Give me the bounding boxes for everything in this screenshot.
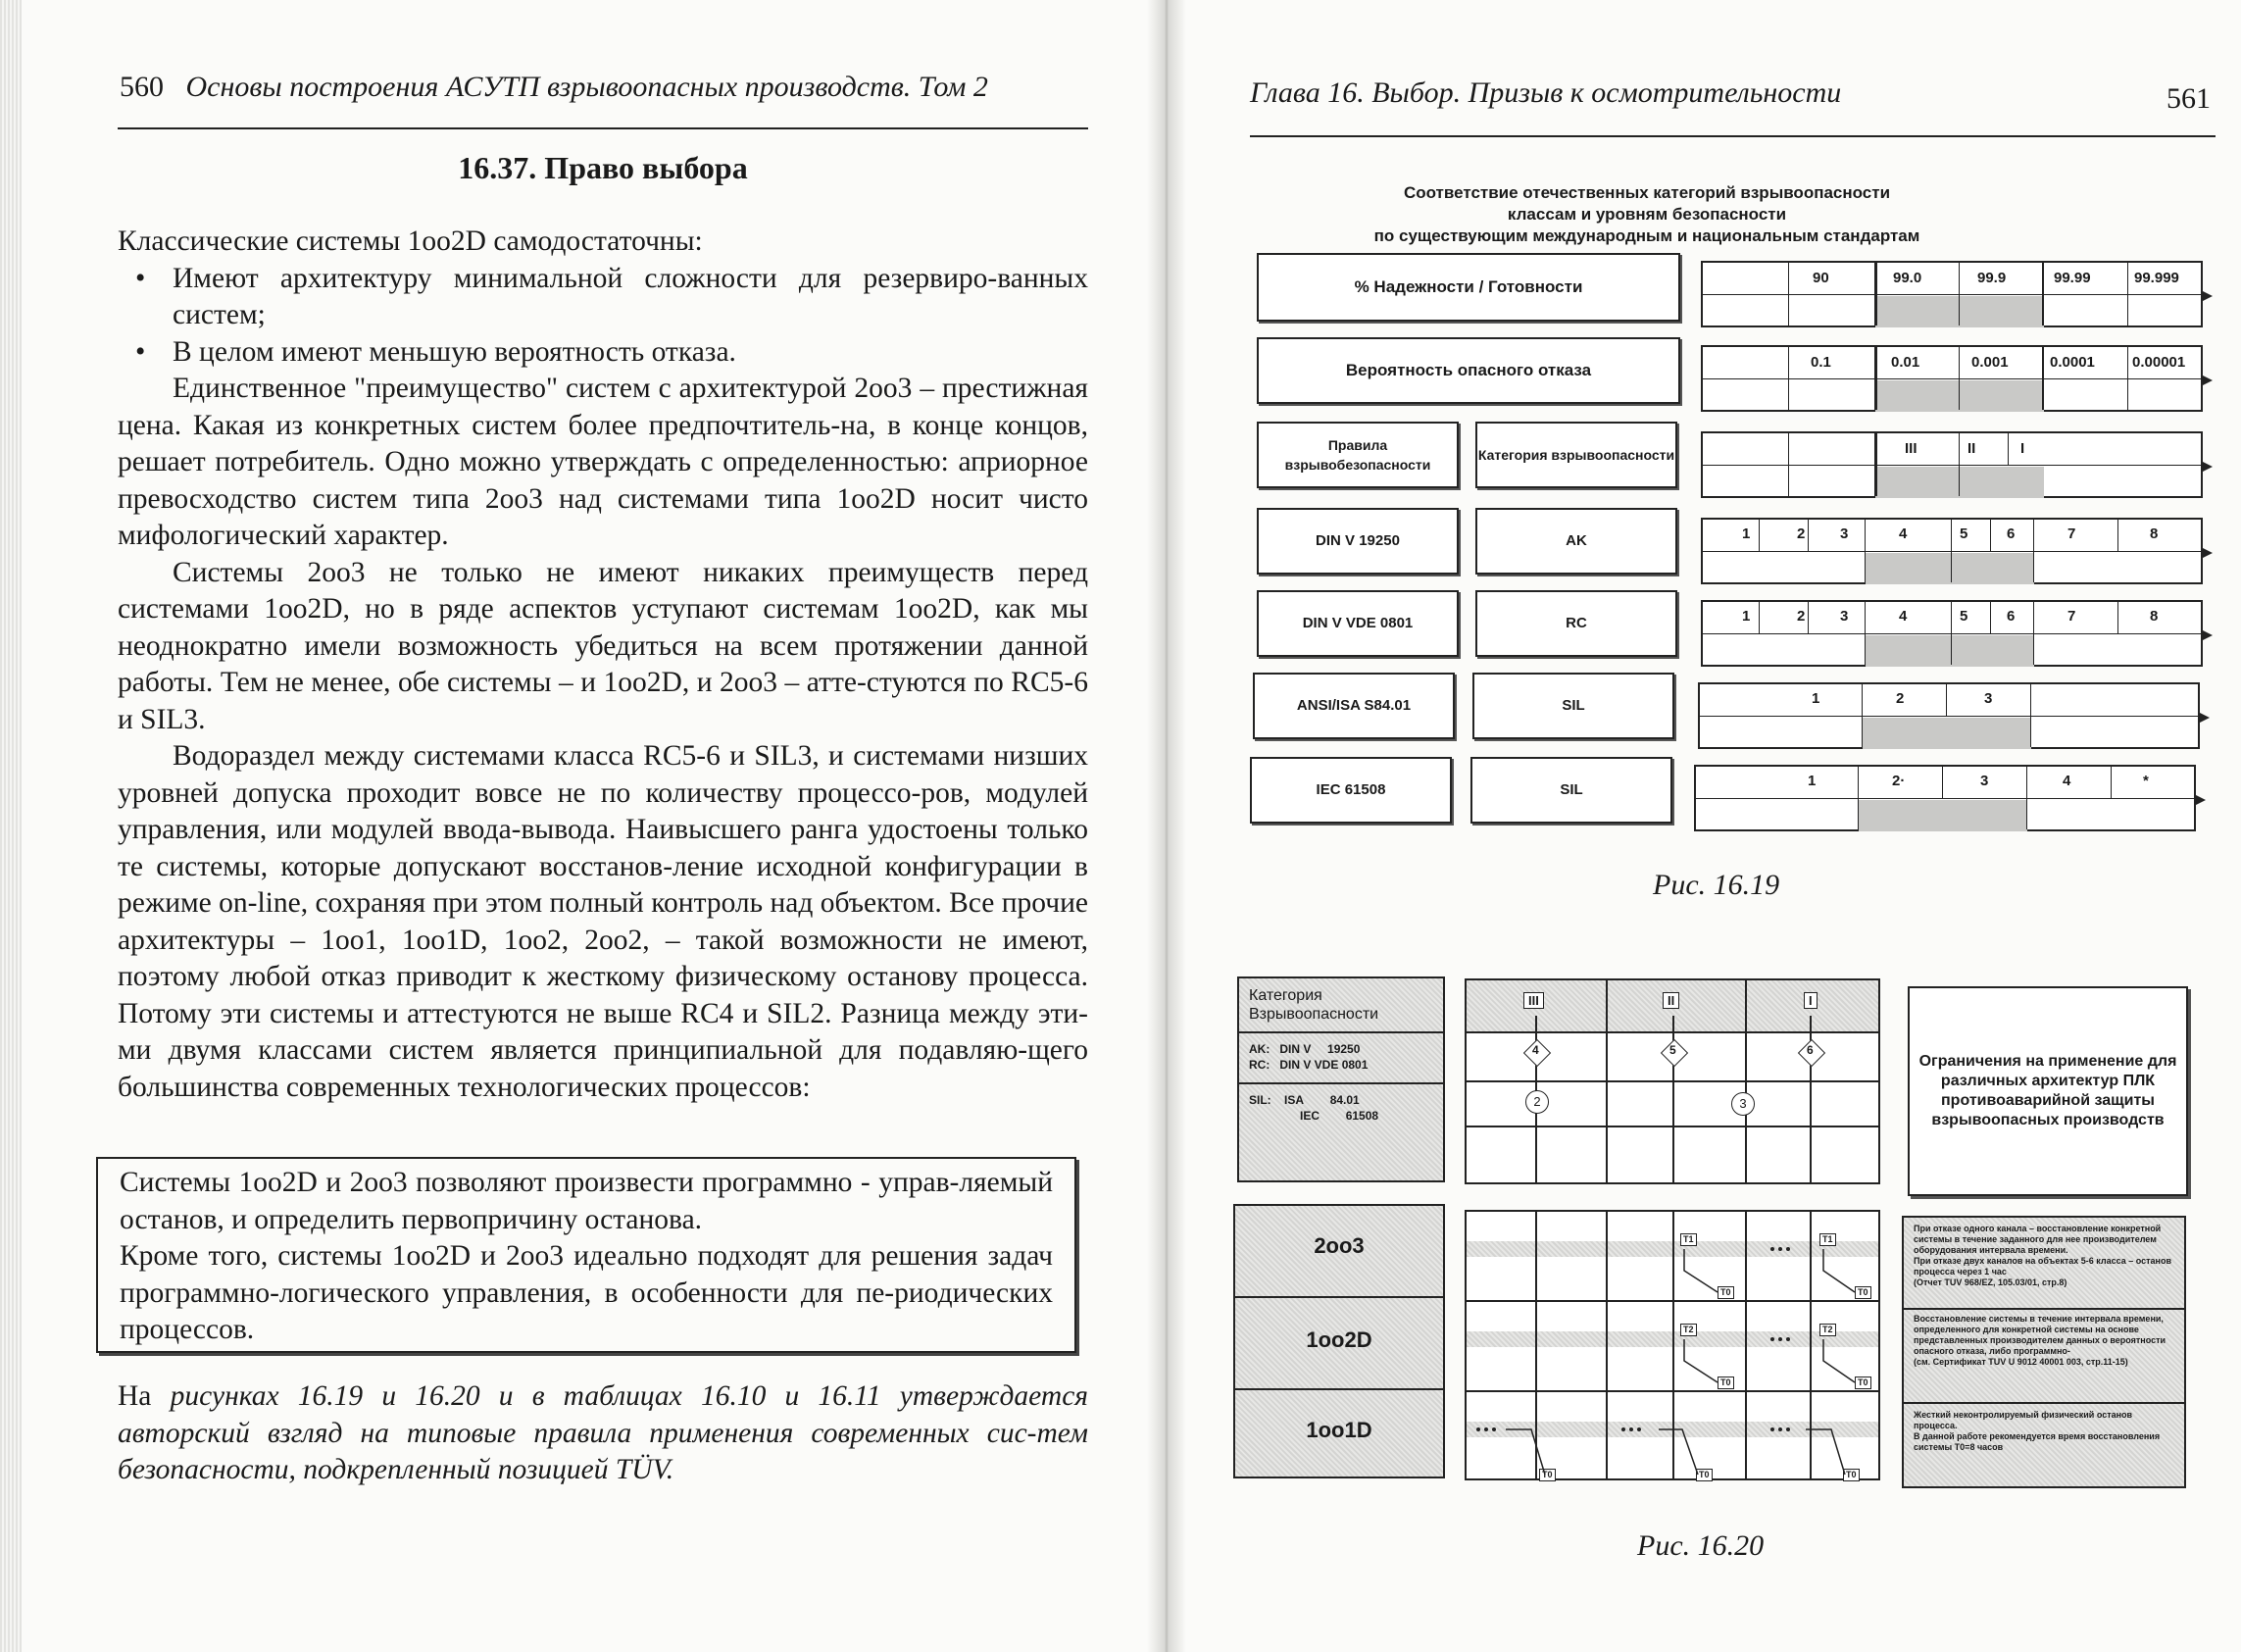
cell-value: 2: [1797, 526, 1806, 542]
cell-value: 3: [1840, 608, 1849, 625]
paragraph: Водораздел между системами класса RC5-6 и SIL3, и системами низших уровней допуска проходит вовсе не по количеству процессо-ров, модулей управления, или модулей ввода-вывода. Наивысшего ранга удостоены только те системы, которые допускают восстанов-ление исходной конфигурации в режиме on-line, сохраняя при этом полный контроль над объектом. Все прочие архитектуры – 1oo1, 1oo1D, 1oo2, 2oo2, – такой возможности не имеют, поэтому любой отказ приводит к жесткому физическому останову процесса. Потому эти системы и аттестуются не выше RC4 и SIL2. Разница между эти-ми двумя классами систем является принципиальной для подавляю-щего большинства современных технологических процессов:: [118, 740, 1089, 1103]
ak-level: 4: [1532, 1043, 1539, 1057]
timing-label: T0: [1718, 1377, 1734, 1389]
legend-value: DIN V: [1279, 1042, 1312, 1056]
label-reliability: % Надежности / Готовности: [1257, 253, 1680, 322]
body-text: [118, 224, 1088, 1106]
grid-ansi-isa: [1698, 682, 2200, 749]
grid-iec-61508: [1694, 765, 2196, 831]
label-standard: IEC 61508: [1250, 757, 1452, 824]
cell-value: *: [2143, 773, 2149, 789]
label-category-code: RC: [1475, 590, 1677, 657]
cell-value: 1: [1742, 608, 1751, 625]
header-rule-right: [1250, 135, 2216, 137]
architecture-label: 1oo1D: [1306, 1418, 1372, 1442]
grid-cell: [1703, 602, 1760, 633]
note-text: (Отчет TUV 968/EZ, 105.03/01, стр.8): [1914, 1277, 2067, 1287]
grid-line: [1904, 1308, 2184, 1310]
timing-label: T0: [1843, 1469, 1860, 1481]
grid-mid: [1703, 294, 2201, 295]
page-number-left: 560: [120, 71, 164, 103]
category-marker: II: [1663, 992, 1679, 1009]
note-text: (см. Сертификат TUV U 9012 40001 003, стр.11-15): [1914, 1357, 2128, 1367]
cell-value: 7: [2067, 608, 2076, 625]
grid-mid: [1700, 716, 2198, 717]
grid-cell: [2034, 602, 2118, 633]
paragraph: Системы 2oo3 не только не имеют никаких преимуществ перед системами 1oo2D, но в ряде аспектов уступают системам 1oo2D, как мы неоднократно имели возможность убедиться на всем протяжении данной работы. Тем не менее, обе системы – и 1oo2D, и 2oo3 – атте-стуются по RC5-6 и SIL3.: [118, 556, 1088, 735]
label-standard: DIN V VDE 0801: [1257, 590, 1459, 657]
cell-value: 0.0001: [2050, 354, 2095, 371]
arrow-icon: [2198, 712, 2210, 724]
left-running-header: [120, 71, 988, 104]
timing-label: T0: [1696, 1469, 1713, 1481]
cell-value: 7: [2067, 526, 2076, 542]
cell-value: 4: [2063, 773, 2071, 789]
cell-value: 0.1: [1811, 354, 1831, 371]
grid-category: [1701, 431, 2203, 498]
architecture-label: 2oo3: [1314, 1233, 1365, 1258]
arrow-icon: [2201, 461, 2213, 473]
header-rule-left: [118, 127, 1088, 129]
fig2-category-grid: [1465, 978, 1880, 1184]
cell-value: 1: [1742, 526, 1751, 542]
cell-value: 0.00001: [2132, 354, 2186, 371]
legend-value: 61508: [1345, 1109, 1379, 1123]
fig2-legend-title: Категория Взрывоопасности: [1239, 978, 1443, 1033]
cell-value: 4: [1899, 526, 1908, 542]
label-standard: DIN V 19250: [1257, 508, 1459, 575]
timing-label: T0: [1855, 1377, 1871, 1389]
cell-value: 3: [1984, 690, 1993, 707]
label-rules: Правила взрывобезопасности: [1257, 422, 1459, 488]
cell-value: 4: [1899, 608, 1908, 625]
grid-mid: [1696, 798, 2194, 799]
bullet-text: В целом имеют меньшую вероятность отказа.: [173, 335, 736, 368]
cell-value: 3: [1980, 773, 1989, 789]
cell-value: 2: [1797, 608, 1806, 625]
ak-level: 5: [1669, 1043, 1676, 1057]
fig2-title-box: Ограничения на применение для различных архитектур ПЛК противоаварийной защиты взрывоопасных производств: [1908, 986, 2188, 1196]
grid-line: [1235, 1296, 1443, 1298]
highlight-text: Системы 1oo2D и 2oo3 позволяют произвести программно - управ-ляемый останов, и определить первопричину останова.: [120, 1167, 1053, 1235]
label-category-code: SIL: [1472, 673, 1674, 739]
note-text: При отказе одного канала – восстановление конкретной системы в течение заданного для нее производителем оборудования интервала времени.: [1914, 1224, 2162, 1255]
architecture-label: 1oo2D: [1306, 1327, 1372, 1352]
grid-probability: [1701, 345, 2203, 412]
bullet-dot: •: [135, 335, 146, 368]
timing-label: T0: [1718, 1286, 1734, 1299]
grid-cell: [1952, 602, 1991, 633]
bullet-dot: •: [135, 262, 146, 294]
cell-value: 99.999: [2134, 270, 2179, 286]
grid-mid: [1703, 633, 2201, 634]
cell-value: 8: [2150, 526, 2159, 542]
closing-lead: На: [118, 1380, 171, 1412]
running-title-left: Основы построения АСУТП взрывоопасных производств. Том 2: [185, 71, 988, 103]
fig2-caption: Рис. 16.20: [1637, 1529, 1765, 1562]
fig2-timing: [1465, 1210, 1880, 1480]
closing-paragraph: [118, 1378, 1088, 1489]
running-title-right: Глава 16. Выбор. Призыв к осмотрительности: [1250, 76, 1842, 109]
timing-label: T0: [1539, 1469, 1556, 1481]
fig2-legend: [1237, 976, 1445, 1182]
highlight-text: Кроме того, системы 1oo2D и 2oo3 идеально подходят для решения задач программно-логического управления, в особенности для пе-риодических процессов.: [120, 1240, 1053, 1345]
cell-value: 5: [1960, 526, 1968, 542]
legend-ak-rc: [1239, 1033, 1443, 1073]
bullet-text: Имеют архитектуру минимальной сложности для резервиро-ванных систем;: [173, 262, 1088, 330]
note-text: Восстановление системы в течение интервала времени, определенного для конкретной системы на основе представленных производителем данных о вероятности опасного отказа, либо программно-: [1914, 1314, 2166, 1356]
fig1-title-line: Соответствие отечественных категорий взрывоопасности: [1403, 183, 1891, 202]
grid-mid: [1703, 378, 2201, 379]
cell-value: 99.9: [1977, 270, 2007, 286]
arrow-icon: [2201, 547, 2213, 559]
fig2-notes: [1902, 1216, 2186, 1488]
arrow-icon: [2194, 794, 2206, 806]
fig1-caption: Рис. 16.19: [1653, 869, 1780, 901]
cell-value: 6: [2007, 526, 2016, 542]
label-category-code: AK: [1475, 508, 1677, 575]
legend-sil: [1239, 1082, 1443, 1124]
grid-cell: [1863, 684, 1947, 716]
cell-value: 6: [2007, 608, 2016, 625]
fig1-title-line: по существующим международным и национальным стандартам: [1373, 226, 1920, 245]
arrow-icon: [2201, 290, 2213, 302]
legend-value: ISA: [1284, 1093, 1305, 1107]
grid-mid: [1703, 551, 2201, 552]
timing-label: T1: [1680, 1233, 1697, 1246]
legend-key: SIL:: [1249, 1093, 1271, 1107]
grid-cell: [2034, 520, 2118, 551]
timing-label: T2: [1680, 1324, 1697, 1336]
grid-line: [1904, 1402, 2184, 1404]
notes-1oo2d: [1914, 1314, 2178, 1368]
sil-level-circle: 2: [1525, 1090, 1549, 1114]
grid-din-19250: [1701, 518, 2203, 584]
paragraph: Единственное "преимущество" систем с архитектурой 2oo3 – престижная цена. Какая из конкретных систем более предпочтитель-на, в конце концов, решает потребитель. Одно можно утверждать с определенностью: априорное превосходство систем типа 2oo3 над системами типа 1oo2D носит чисто мифологический характер.: [118, 373, 1088, 551]
arrow-icon: [2201, 375, 2213, 386]
label-standard: ANSI/ISA S84.01: [1253, 673, 1455, 739]
cell-value: 3: [1840, 526, 1849, 542]
legend-value: IEC: [1300, 1109, 1320, 1123]
timing-label: T0: [1855, 1286, 1871, 1299]
cell-value: I: [2020, 440, 2025, 457]
grid-din-vde-0801: [1701, 600, 2203, 667]
closing-italic: рисунках 16.19 и 16.20 и в таблицах 16.10 и 16.11 утверждается авторский взгляд на типовые правила применения современных сис-тем безопасности, подкрепленный позицией TÜV.: [118, 1380, 1088, 1485]
cell-value: 99.99: [2054, 270, 2091, 286]
cell-value: 2·: [1892, 773, 1906, 789]
note-text: В данной работе рекомендуется время восстановления системы T0=8 часов: [1914, 1431, 2161, 1452]
cell-value: 1: [1812, 690, 1820, 707]
grid-reliability: [1701, 261, 2203, 327]
legend-value: 19250: [1327, 1042, 1361, 1056]
timing-label: T1: [1819, 1233, 1836, 1246]
cell-value: II: [1967, 440, 1976, 457]
timing-label: T2: [1819, 1324, 1836, 1336]
highlight-box: [96, 1157, 1076, 1353]
label-category-code: SIL: [1470, 757, 1672, 824]
cell-value: 8: [2150, 608, 2159, 625]
cell-value: 90: [1813, 270, 1829, 286]
timing-lines: [1467, 1212, 1882, 1482]
cell-value: 1: [1808, 773, 1817, 789]
cell-value: 0.001: [1971, 354, 2009, 371]
grid-cell: [1703, 520, 1760, 551]
label-category: Категория взрывоопасности: [1475, 422, 1677, 488]
cell-value: 5: [1960, 608, 1968, 625]
cell-value: III: [1905, 440, 1917, 457]
note-text: Жесткий неконтролируемый физический останов процесса.: [1914, 1410, 2133, 1430]
category-marker: I: [1804, 992, 1818, 1009]
grid-mid: [1703, 465, 2201, 466]
ak-level: 6: [1807, 1043, 1814, 1057]
arrow-icon: [2201, 629, 2213, 641]
legend-value: DIN V VDE 0801: [1279, 1058, 1369, 1072]
page-number-right: 561: [2166, 82, 2211, 115]
section-title: 16.37. Право выбора: [458, 150, 748, 185]
category-marker: III: [1523, 992, 1544, 1009]
fig2-architectures: [1233, 1204, 1445, 1478]
grid-line: [1235, 1388, 1443, 1390]
cell-value: 99.0: [1893, 270, 1922, 286]
intro-paragraph: Классические системы 1oo2D самодостаточны:: [118, 225, 703, 257]
fig1-title-line: классам и уровням безопасности: [1507, 205, 1787, 224]
legend-value: 84.01: [1329, 1093, 1360, 1107]
bullet-item: [118, 334, 1088, 372]
legend-key: RC:: [1249, 1058, 1270, 1072]
bullet-item: [118, 261, 1088, 334]
book-edge: [0, 0, 22, 1652]
label-probability: Вероятность опасного отказа: [1257, 337, 1680, 404]
notes-1oo1d: [1914, 1410, 2178, 1453]
sil-level-circle: 3: [1731, 1092, 1755, 1116]
cell-value: 2: [1896, 690, 1905, 707]
cell-value: 0.01: [1891, 354, 1920, 371]
fig1-title: [1343, 182, 1951, 247]
legend-key: AK:: [1249, 1042, 1270, 1056]
book-gutter: [1147, 0, 1186, 1652]
grid-cell: [1952, 520, 1991, 551]
notes-2oo3: [1914, 1224, 2178, 1288]
note-text: При отказе двух каналов на объектах 5-6 класса – останов процесса через 1 час: [1914, 1256, 2171, 1277]
